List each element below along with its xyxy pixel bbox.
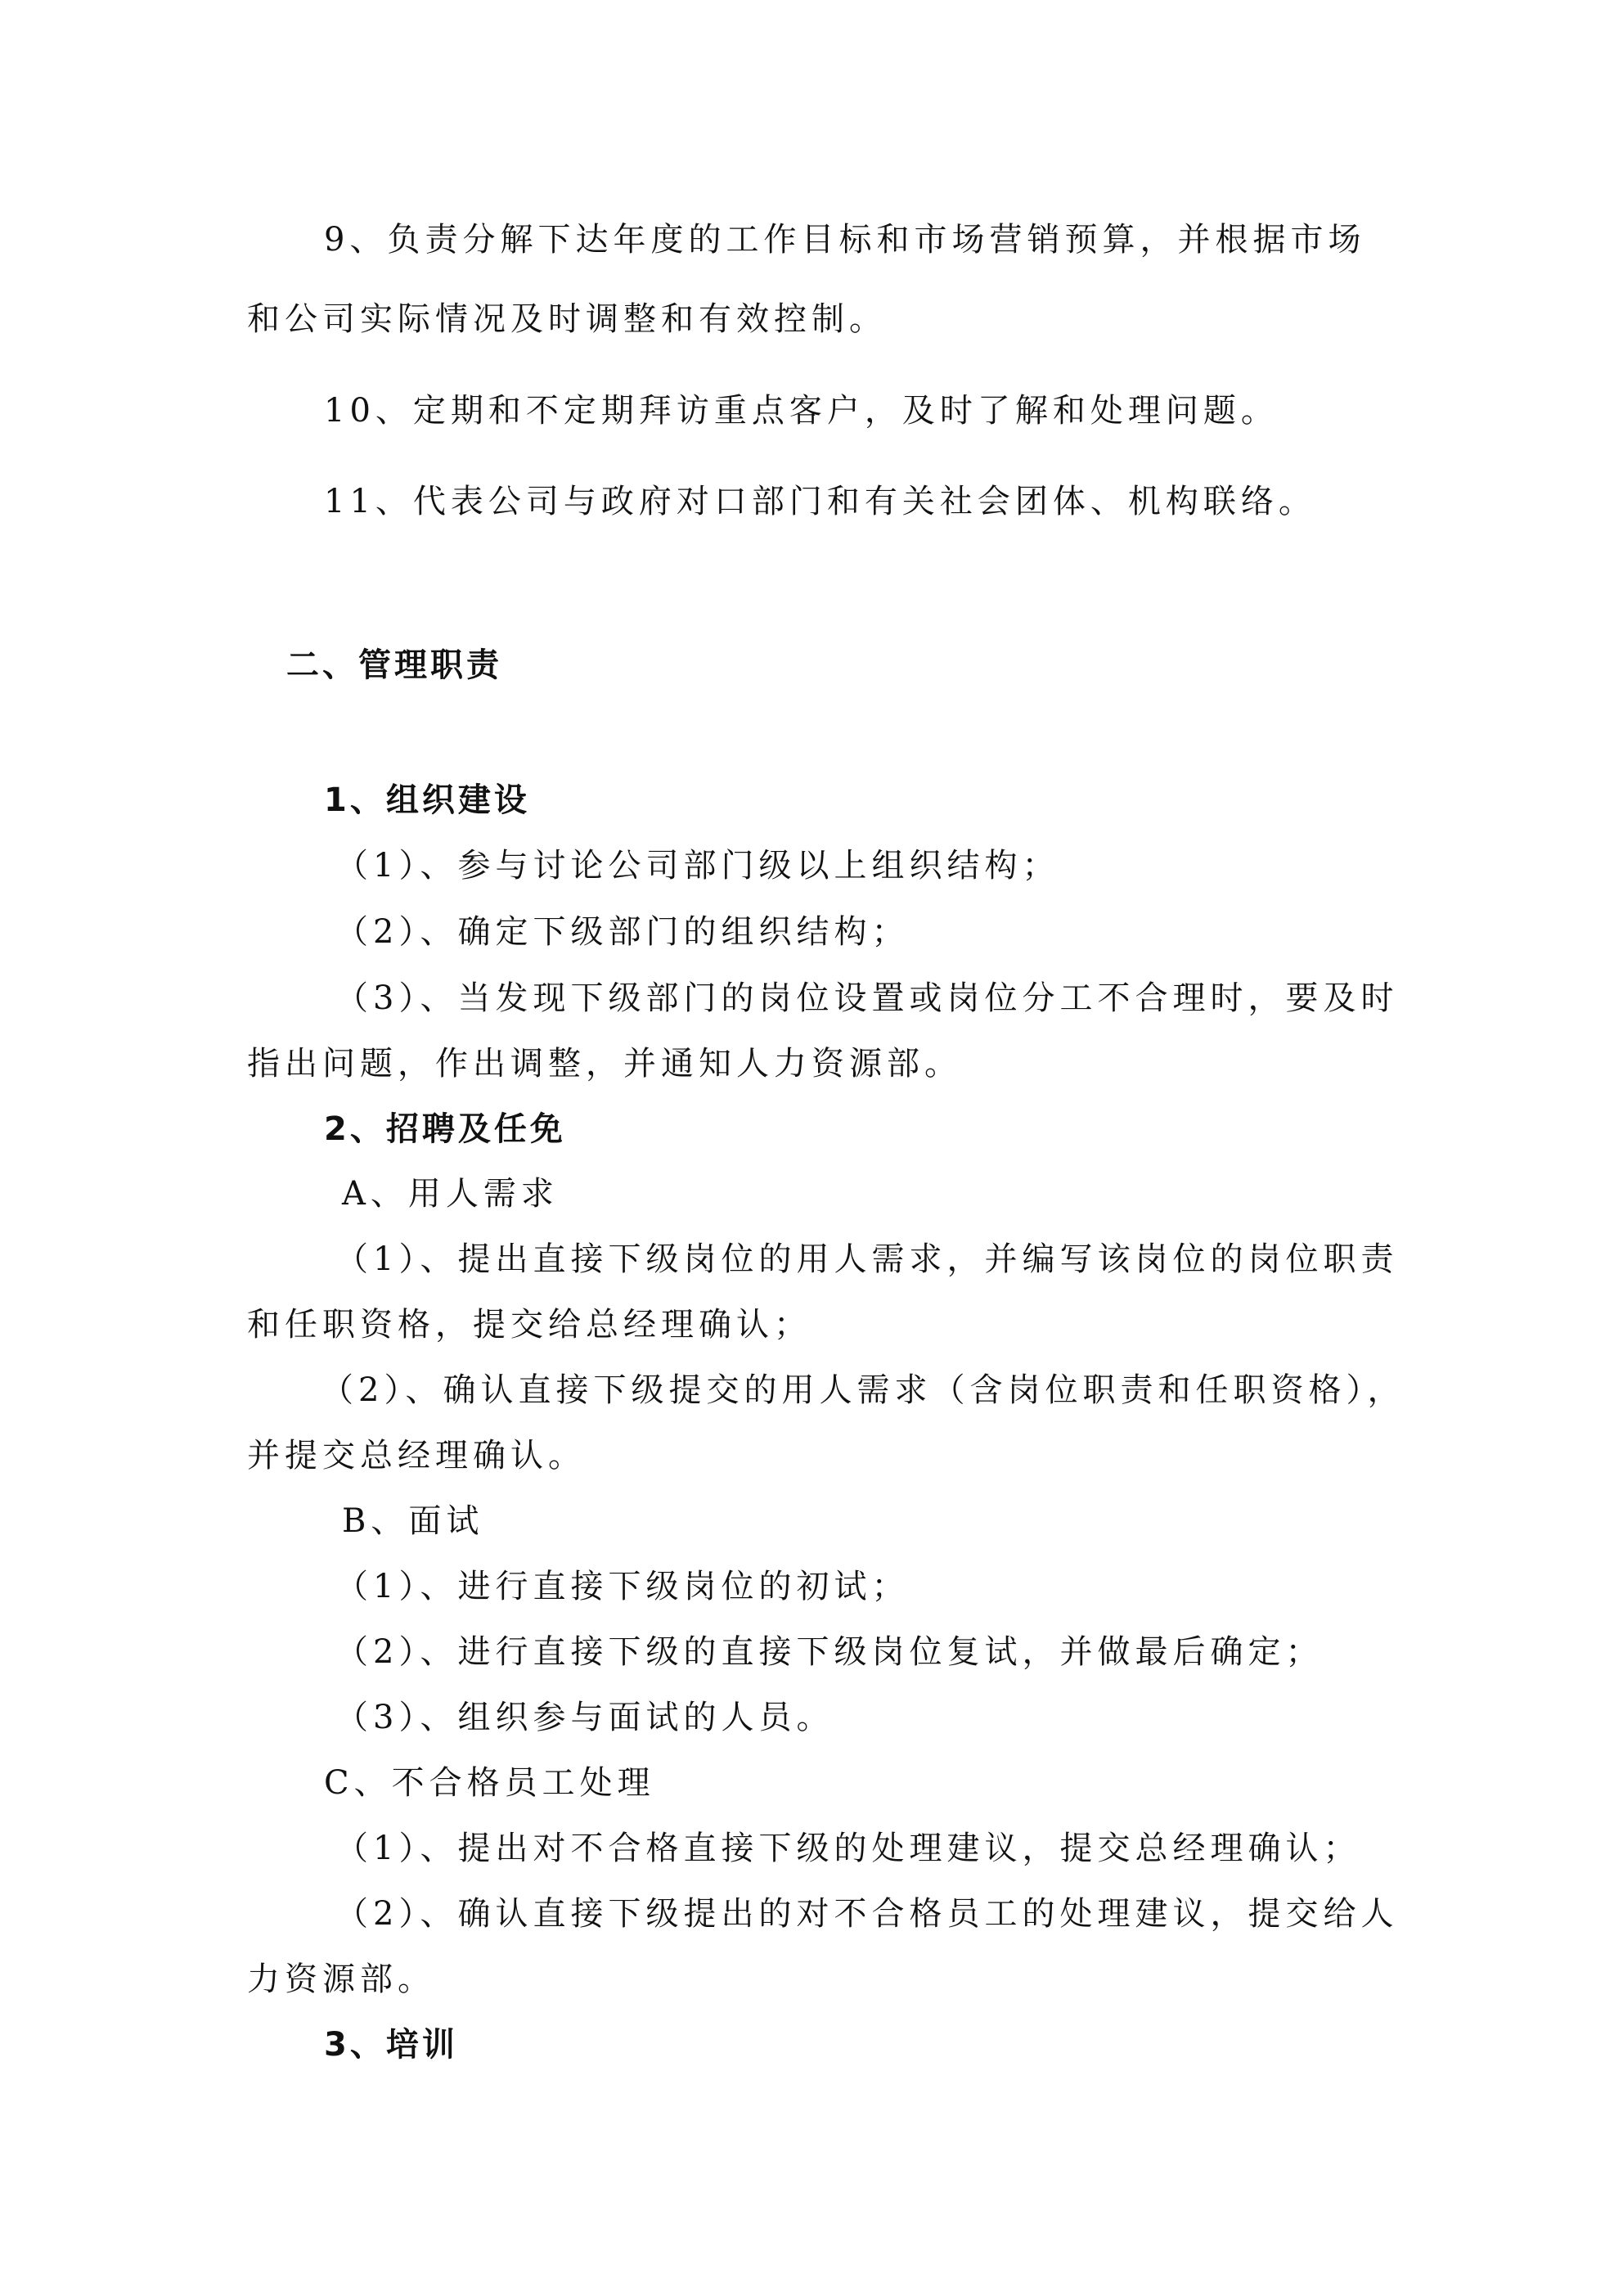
staffing-needs-item-2-line-1: （2）、确认直接下级提交的用人需求（含岗位职责和任职资格）， <box>321 1371 1405 1409</box>
interview-item-1: （1）、进行直接下级岗位的初试； <box>335 1568 910 1605</box>
paragraph-10: 10、定期和不定期拜访重点客户，及时了解和处理问题。 <box>324 392 1279 430</box>
recruitment-heading: 2、招聘及任免 <box>324 1110 566 1148</box>
unqualified-staff-item-2-line-2: 力资源部。 <box>247 1961 435 1998</box>
paragraph-11: 11、代表公司与政府对口部门和有关社会团体、机构联络。 <box>324 483 1316 520</box>
training-heading: 3、培训 <box>324 2026 458 2064</box>
org-item-1: （1）、参与讨论公司部门级以上组织结构； <box>335 847 1060 885</box>
interview-title: B、面试 <box>342 1502 484 1540</box>
paragraph-9-line-1: 9、负责分解下达年度的工作目标和市场营销预算，并根据市场 <box>324 221 1366 259</box>
paragraph-9-line-2: 和公司实际情况及时调整和有效控制。 <box>247 300 887 338</box>
section-2-heading: 二、管理职责 <box>286 646 502 684</box>
org-building-heading: 1、组织建设 <box>324 781 530 819</box>
unqualified-staff-title: C、不合格员工处理 <box>324 1764 655 1802</box>
staffing-needs-item-1-line-2: 和任职资格，提交给总经理确认； <box>247 1306 812 1344</box>
unqualified-staff-item-2-line-1: （2）、确认直接下级提出的对不合格员工的处理建议，提交给人 <box>335 1895 1399 1933</box>
org-item-3-line-1: （3）、当发现下级部门的岗位设置或岗位分工不合理时，要及时 <box>335 979 1399 1017</box>
unqualified-staff-item-1: （1）、提出对不合格直接下级的处理建议，提交总经理确认； <box>335 1830 1361 1867</box>
org-item-2: （2）、确定下级部门的组织结构； <box>335 913 910 951</box>
staffing-needs-item-2-line-2: 并提交总经理确认。 <box>247 1437 586 1474</box>
staffing-needs-title: A、用人需求 <box>342 1175 559 1213</box>
staffing-needs-item-1-line-1: （1）、提出直接下级岗位的用人需求，并编写该岗位的岗位职责 <box>335 1240 1399 1278</box>
interview-item-2: （2）、进行直接下级的直接下级岗位复试，并做最后确定； <box>335 1633 1324 1671</box>
interview-item-3: （3）、组织参与面试的人员。 <box>335 1699 834 1736</box>
org-item-3-line-2: 指出问题，作出调整，并通知人力资源部。 <box>247 1045 962 1083</box>
